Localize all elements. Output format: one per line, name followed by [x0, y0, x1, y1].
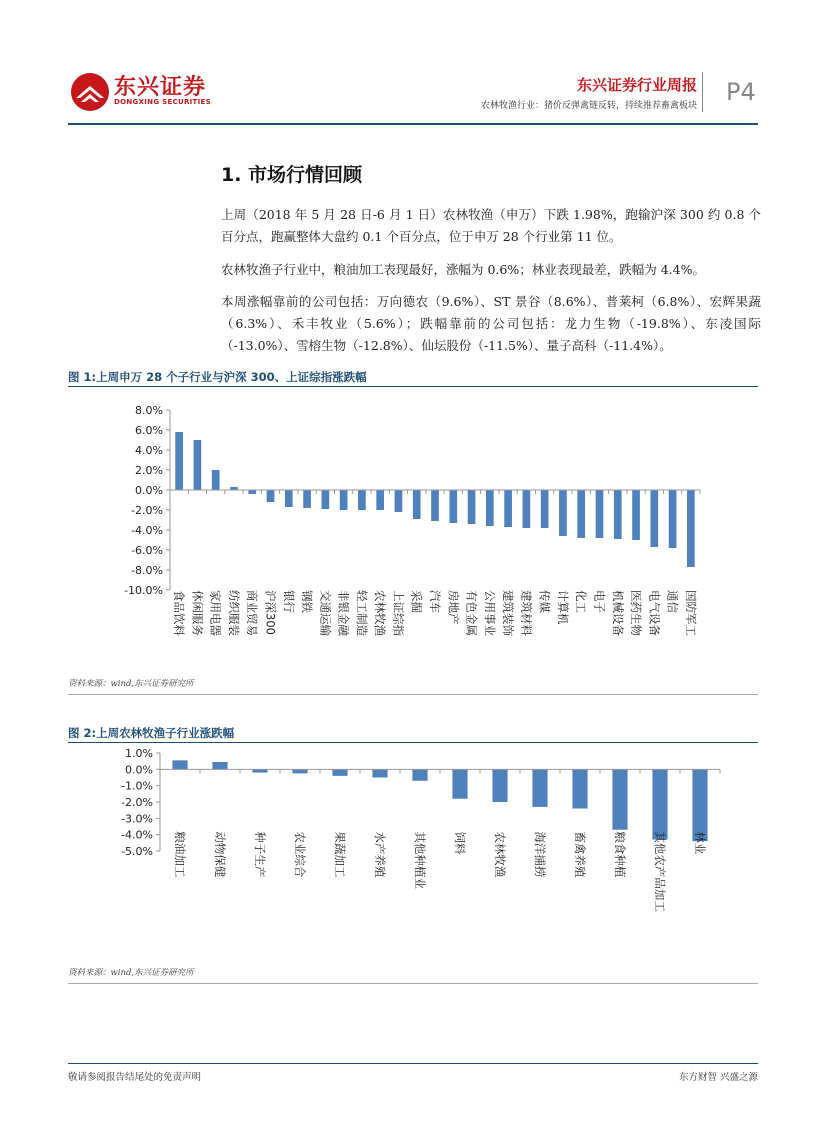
y-tick-label: -4.0%: [131, 524, 163, 537]
y-tick-label: 0.0%: [135, 484, 163, 497]
y-tick-label: -1.0%: [121, 779, 153, 793]
report-subtitle: 农林牧渔行业：猪价反弹禽链反转，持续推荐畜禽板块: [480, 101, 697, 111]
category-label: 食品饮料: [172, 590, 187, 636]
company-logo-text: 东兴证券: [114, 75, 207, 100]
bar: [596, 490, 604, 538]
category-label: 建筑材料: [519, 590, 534, 636]
category-label: 纺织服装: [226, 590, 241, 636]
category-label: 果蔬加工: [333, 831, 347, 878]
page-number: P4: [726, 78, 756, 106]
y-tick-label: 2.0%: [135, 464, 163, 477]
bar: [687, 490, 695, 567]
category-label: 畜禽养殖: [573, 831, 587, 878]
category-label: 电气设备: [647, 590, 662, 636]
bar: [322, 490, 330, 509]
bar: [632, 490, 640, 540]
category-label: 汽车: [428, 590, 442, 613]
category-label: 沪深300: [263, 590, 278, 635]
y-tick-label: -2.0%: [121, 796, 153, 809]
category-label: 医药生物: [629, 590, 644, 636]
report-title: 东兴证券行业周报: [576, 76, 697, 94]
footer-rule: [68, 1063, 758, 1064]
bar: [212, 470, 220, 490]
category-label: 种子生产: [253, 831, 267, 878]
y-tick-label: 8.0%: [135, 404, 163, 417]
bar: [172, 760, 187, 769]
bar: [303, 490, 311, 508]
category-label: 电子: [592, 590, 607, 613]
bar: [332, 769, 347, 776]
y-tick-label: -8.0%: [131, 564, 163, 577]
section-title: 1. 市场行情回顾: [221, 164, 363, 186]
bar: [412, 769, 427, 780]
category-label: 商业贸易: [245, 590, 260, 636]
y-tick-label: -4.0%: [121, 828, 153, 842]
bar: [492, 769, 507, 802]
bar: [413, 490, 421, 519]
category-label: 其他农产品加工: [653, 831, 667, 912]
category-label: 其他种植业: [413, 831, 427, 889]
category-label: 饲料: [453, 831, 467, 855]
y-tick-label: -10.0%: [124, 584, 163, 597]
category-label: 国防军工: [683, 590, 698, 636]
bar: [577, 490, 585, 538]
bar: [212, 762, 227, 769]
category-label: 房地产: [446, 590, 461, 625]
bar: [395, 490, 403, 512]
bar: [650, 490, 658, 547]
y-tick-label: 1.0%: [125, 747, 153, 760]
category-label: 粮食种植: [613, 831, 627, 878]
bar: [175, 432, 183, 490]
y-tick-label: -6.0%: [131, 544, 163, 557]
category-label: 建筑装饰: [501, 590, 516, 636]
paragraph-companies: 本周涨幅靠前的公司包括：万向德农（9.6%）、ST 景谷（8.6%）、普莱柯（6.8%）、宏辉果蔬（6.3%）、禾丰牧业（5.6%）；跌幅靠前的公司包括：龙力生物（-19.8%）、东凌国际（-13.0%）、雪榕生物（-12.8%）、仙坛股份（-11.5%）、量子高科（-11.4%）。: [221, 294, 761, 353]
category-label: 农林牧渔: [373, 590, 388, 636]
category-label: 化工: [574, 590, 589, 613]
bar: [340, 490, 348, 510]
category-label: 钢铁: [300, 590, 315, 613]
y-tick-label: -5.0%: [121, 845, 153, 858]
figure-2-title: 图 2:上周农林牧渔子行业涨跌幅: [68, 726, 235, 740]
bar: [194, 440, 202, 490]
category-label: 水产养殖: [373, 831, 387, 878]
bar: [669, 490, 677, 548]
bar: [468, 490, 476, 524]
bar: [612, 769, 627, 829]
footer-slogan: 东方财智 兴盛之源: [678, 1072, 758, 1083]
bar: [559, 490, 567, 536]
category-label: 林业: [693, 831, 707, 855]
bar: [358, 490, 366, 510]
category-label: 通信: [665, 590, 680, 613]
bar: [372, 769, 387, 777]
y-tick-label: 6.0%: [135, 424, 163, 437]
category-label: 非银金融: [336, 590, 351, 636]
bar: [504, 490, 512, 527]
company-logo-icon: [70, 72, 110, 112]
company-logo-english: DONGXING SECURITIES: [114, 98, 211, 106]
bar: [523, 490, 531, 528]
header-rule: [68, 123, 758, 125]
category-label: 动物保健: [213, 831, 227, 878]
bar: [376, 490, 384, 510]
category-label: 家用电器: [208, 590, 223, 636]
y-tick-label: 4.0%: [135, 444, 163, 457]
bar: [652, 769, 667, 839]
figure-1-title: 图 1:上周申万 28 个子行业与沪深 300、上证综指涨跌幅: [68, 370, 367, 384]
category-label: 农林牧渔: [493, 831, 507, 878]
y-tick-label: -2.0%: [131, 504, 163, 517]
figure-2-rule: [68, 742, 758, 743]
bar: [285, 490, 293, 507]
subsector-returns-chart: [110, 745, 730, 960]
footer-disclaimer: 敬请参阅报告结尾处的免责声明: [68, 1072, 202, 1083]
bar: [614, 490, 622, 539]
category-label: 计算机: [555, 590, 570, 625]
category-label: 海洋捕捞: [533, 831, 547, 878]
bar: [486, 490, 494, 526]
header-divider: [702, 72, 703, 112]
bar: [248, 490, 256, 494]
paragraph-market-summary: 上周（2018 年 5 月 28 日-6 月 1 日）农林牧渔（申万）下跌 1.98%，跑输沪深 300 约 0.8 个百分点，跑赢整体大盘约 0.1 个百分点，位于申万 28 个行业第 11 位。: [221, 207, 761, 244]
bar: [541, 490, 549, 528]
category-label: 机械设备: [610, 590, 625, 636]
category-label: 轻工制造: [354, 590, 369, 636]
figure-1-rule: [68, 386, 758, 387]
category-label: 交通运输: [318, 590, 333, 636]
y-tick-label: 0.0%: [125, 763, 153, 777]
paragraph-subsector: 农林牧渔子行业中，粮油加工表现最好，涨幅为 0.6%；林业表现最差，跌幅为 4.4%。: [221, 262, 705, 277]
category-label: 农业综合: [293, 831, 307, 878]
figure-1-source-rule: [68, 694, 758, 695]
category-label: 公用事业: [482, 590, 497, 636]
category-label: 采掘: [409, 590, 424, 613]
category-label: 有色金属: [464, 590, 479, 636]
bar: [431, 490, 439, 521]
bar: [532, 769, 547, 807]
category-label: 休闲服务: [190, 590, 205, 636]
figure-1-source: 资料来源：wind,东兴证券研究所: [68, 679, 194, 689]
bar: [452, 769, 467, 798]
bar: [572, 769, 587, 808]
industry-returns-chart: [110, 398, 730, 668]
category-label: 传媒: [537, 590, 552, 613]
figure-2-source: 资料来源：wind,东兴证券研究所: [68, 968, 194, 978]
category-label: 银行: [281, 590, 296, 613]
figure-2-source-rule: [68, 983, 758, 984]
bar: [449, 490, 457, 523]
bar: [292, 769, 307, 773]
category-label: 上证综指: [391, 590, 406, 636]
bar: [267, 490, 275, 502]
category-label: 粮油加工: [173, 831, 187, 878]
y-tick-label: -3.0%: [121, 812, 153, 826]
